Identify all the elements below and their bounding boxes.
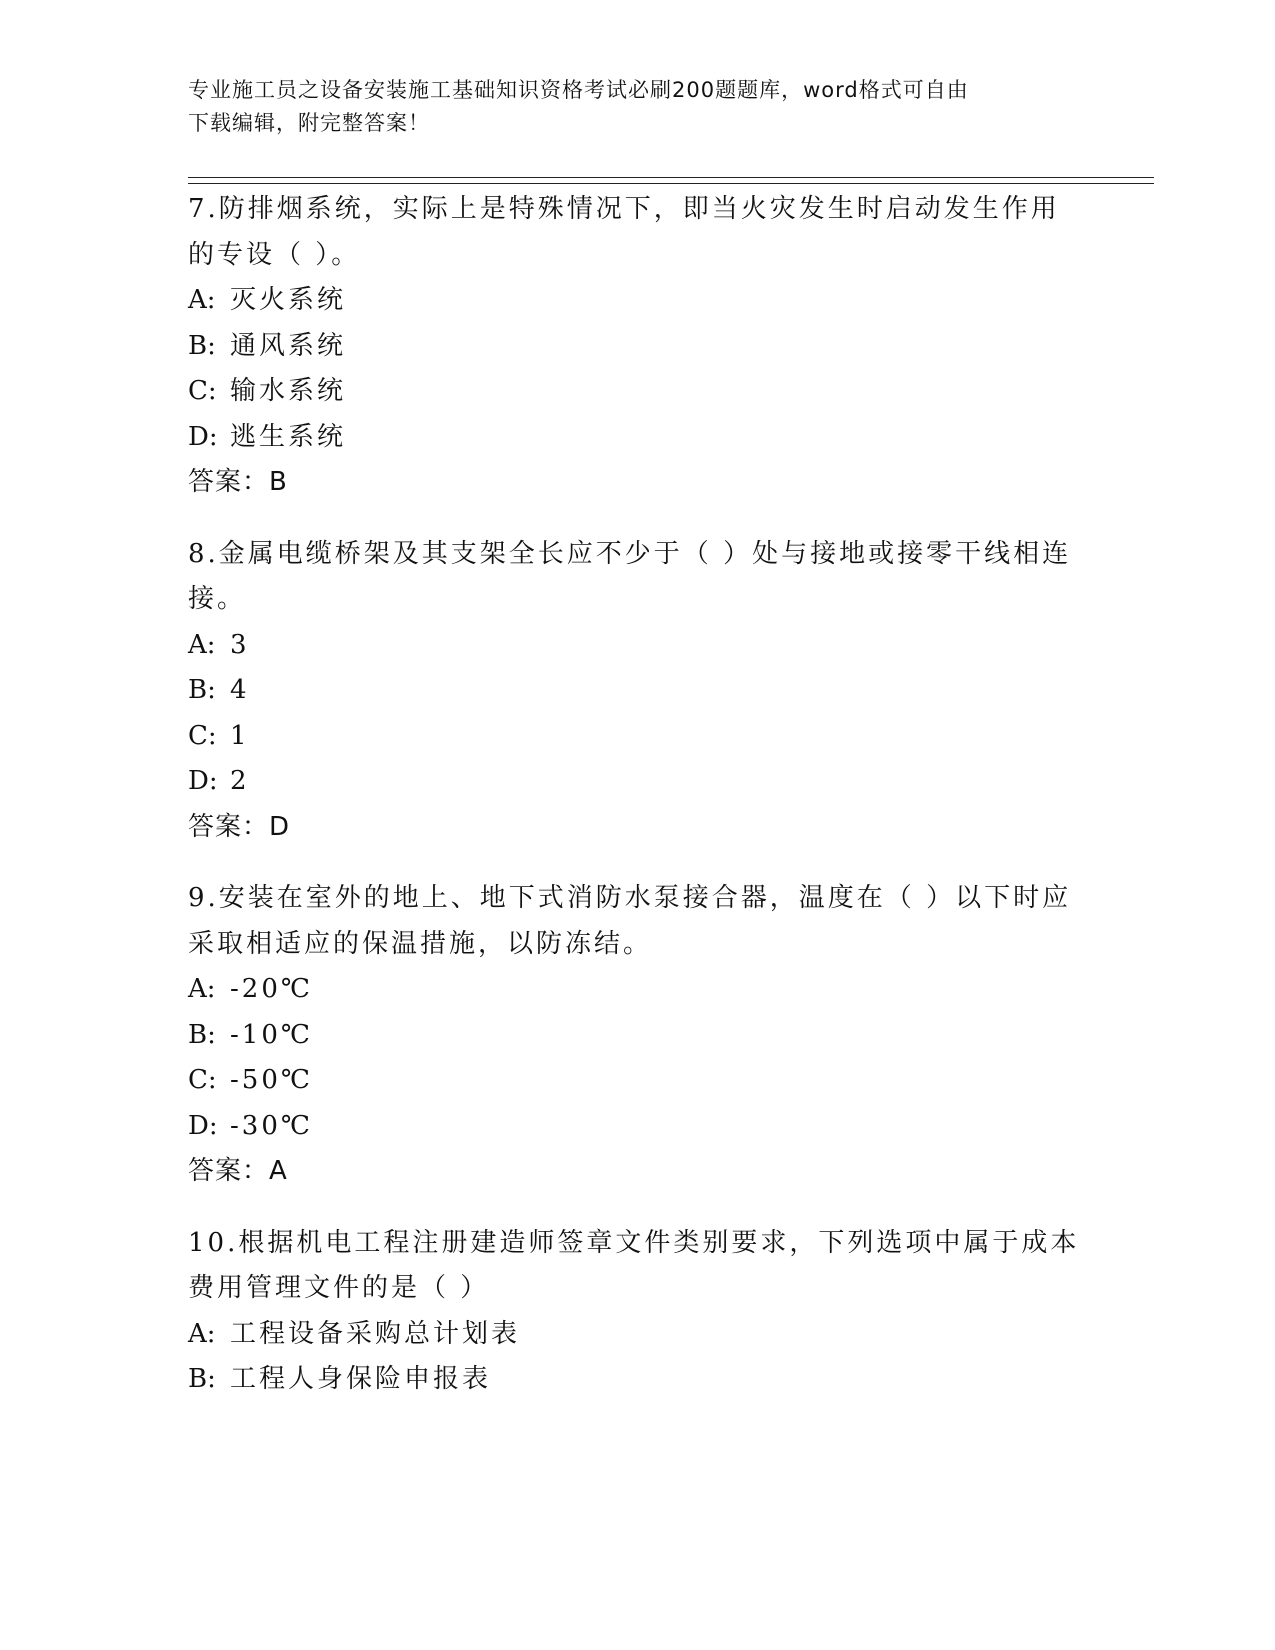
option-a xyxy=(188,1312,1088,1358)
question-stem-line: 9.安装在室外的地上、地下式消防水泵接合器，温度在（ ）以下时应 xyxy=(188,883,1072,913)
option-c xyxy=(188,714,1088,760)
option-key: A: xyxy=(188,1318,216,1349)
option-key: C: xyxy=(188,376,217,406)
option-d xyxy=(188,415,1088,461)
option-a xyxy=(188,278,1088,324)
option-text: -10℃ xyxy=(230,1019,313,1050)
option-key: B: xyxy=(188,1364,216,1394)
question-stem-line: 的专设（ ）。 xyxy=(188,239,361,270)
option-d xyxy=(188,759,1088,805)
answer-line: 答案：B xyxy=(188,467,288,497)
question-stem-line: 10.根据机电工程注册建造师签章文件类别要求，下列选项中属于成本 xyxy=(188,1227,1080,1258)
option-b xyxy=(188,1357,1088,1403)
question-7 xyxy=(188,187,1088,506)
header-line-1: 专业施工员之设备安装施工基础知识资格考试必刷200题题库，word格式可自由 xyxy=(188,78,969,102)
question-stem-line: 费用管理文件的是（ ） xyxy=(188,1273,490,1303)
question-stem-line: 7.防排烟系统，实际上是特殊情况下，即当火灾发生时启动发生作用 xyxy=(188,194,1060,224)
option-c xyxy=(188,369,1088,415)
header-divider-top xyxy=(188,177,1154,178)
option-text: 2 xyxy=(230,766,250,796)
header-line-2: 下载编辑，附完整答案！ xyxy=(188,111,430,135)
answer-line: 答案：A xyxy=(188,1156,288,1186)
question-8 xyxy=(188,532,1088,851)
option-text: 输水系统 xyxy=(230,376,347,406)
option-key: D: xyxy=(188,766,218,796)
question-9 xyxy=(188,876,1088,1195)
option-text: 工程人身保险申报表 xyxy=(230,1364,492,1394)
option-text: 工程设备采购总计划表 xyxy=(230,1318,521,1349)
option-b xyxy=(188,1013,1088,1059)
option-text: 3 xyxy=(230,629,250,660)
option-text: -20℃ xyxy=(230,974,313,1004)
question-list xyxy=(188,187,1088,1429)
option-c xyxy=(188,1058,1088,1104)
option-text: -30℃ xyxy=(230,1110,313,1141)
answer-line: 答案：D xyxy=(188,811,291,842)
option-key: B: xyxy=(188,1019,216,1050)
question-stem-line: 接。 xyxy=(188,584,247,614)
question-10 xyxy=(188,1221,1088,1403)
option-key: B: xyxy=(188,675,216,705)
option-text: 4 xyxy=(230,675,250,705)
option-d xyxy=(188,1104,1088,1150)
option-key: A: xyxy=(188,974,216,1004)
option-key: A: xyxy=(188,285,216,315)
option-key: A: xyxy=(188,629,216,660)
option-key: D: xyxy=(188,421,218,452)
option-b xyxy=(188,668,1088,714)
option-key: C: xyxy=(188,720,217,751)
option-key: C: xyxy=(188,1065,217,1095)
option-b xyxy=(188,324,1088,370)
option-key: B: xyxy=(188,330,216,361)
option-text: 通风系统 xyxy=(230,330,347,361)
document-header xyxy=(188,74,1088,140)
option-a xyxy=(188,623,1088,669)
question-stem-line: 8.金属电缆桥架及其支架全长应不少于（ ）处与接地或接零干线相连 xyxy=(188,538,1072,569)
option-text: -50℃ xyxy=(230,1065,313,1095)
option-key: D: xyxy=(188,1110,218,1141)
option-text: 灭火系统 xyxy=(230,285,347,315)
option-text: 逃生系统 xyxy=(230,421,347,452)
option-a xyxy=(188,967,1088,1013)
option-text: 1 xyxy=(230,720,250,751)
question-stem-line: 采取相适应的保温措施，以防冻结。 xyxy=(188,928,653,959)
header-divider-bottom xyxy=(188,183,1154,184)
